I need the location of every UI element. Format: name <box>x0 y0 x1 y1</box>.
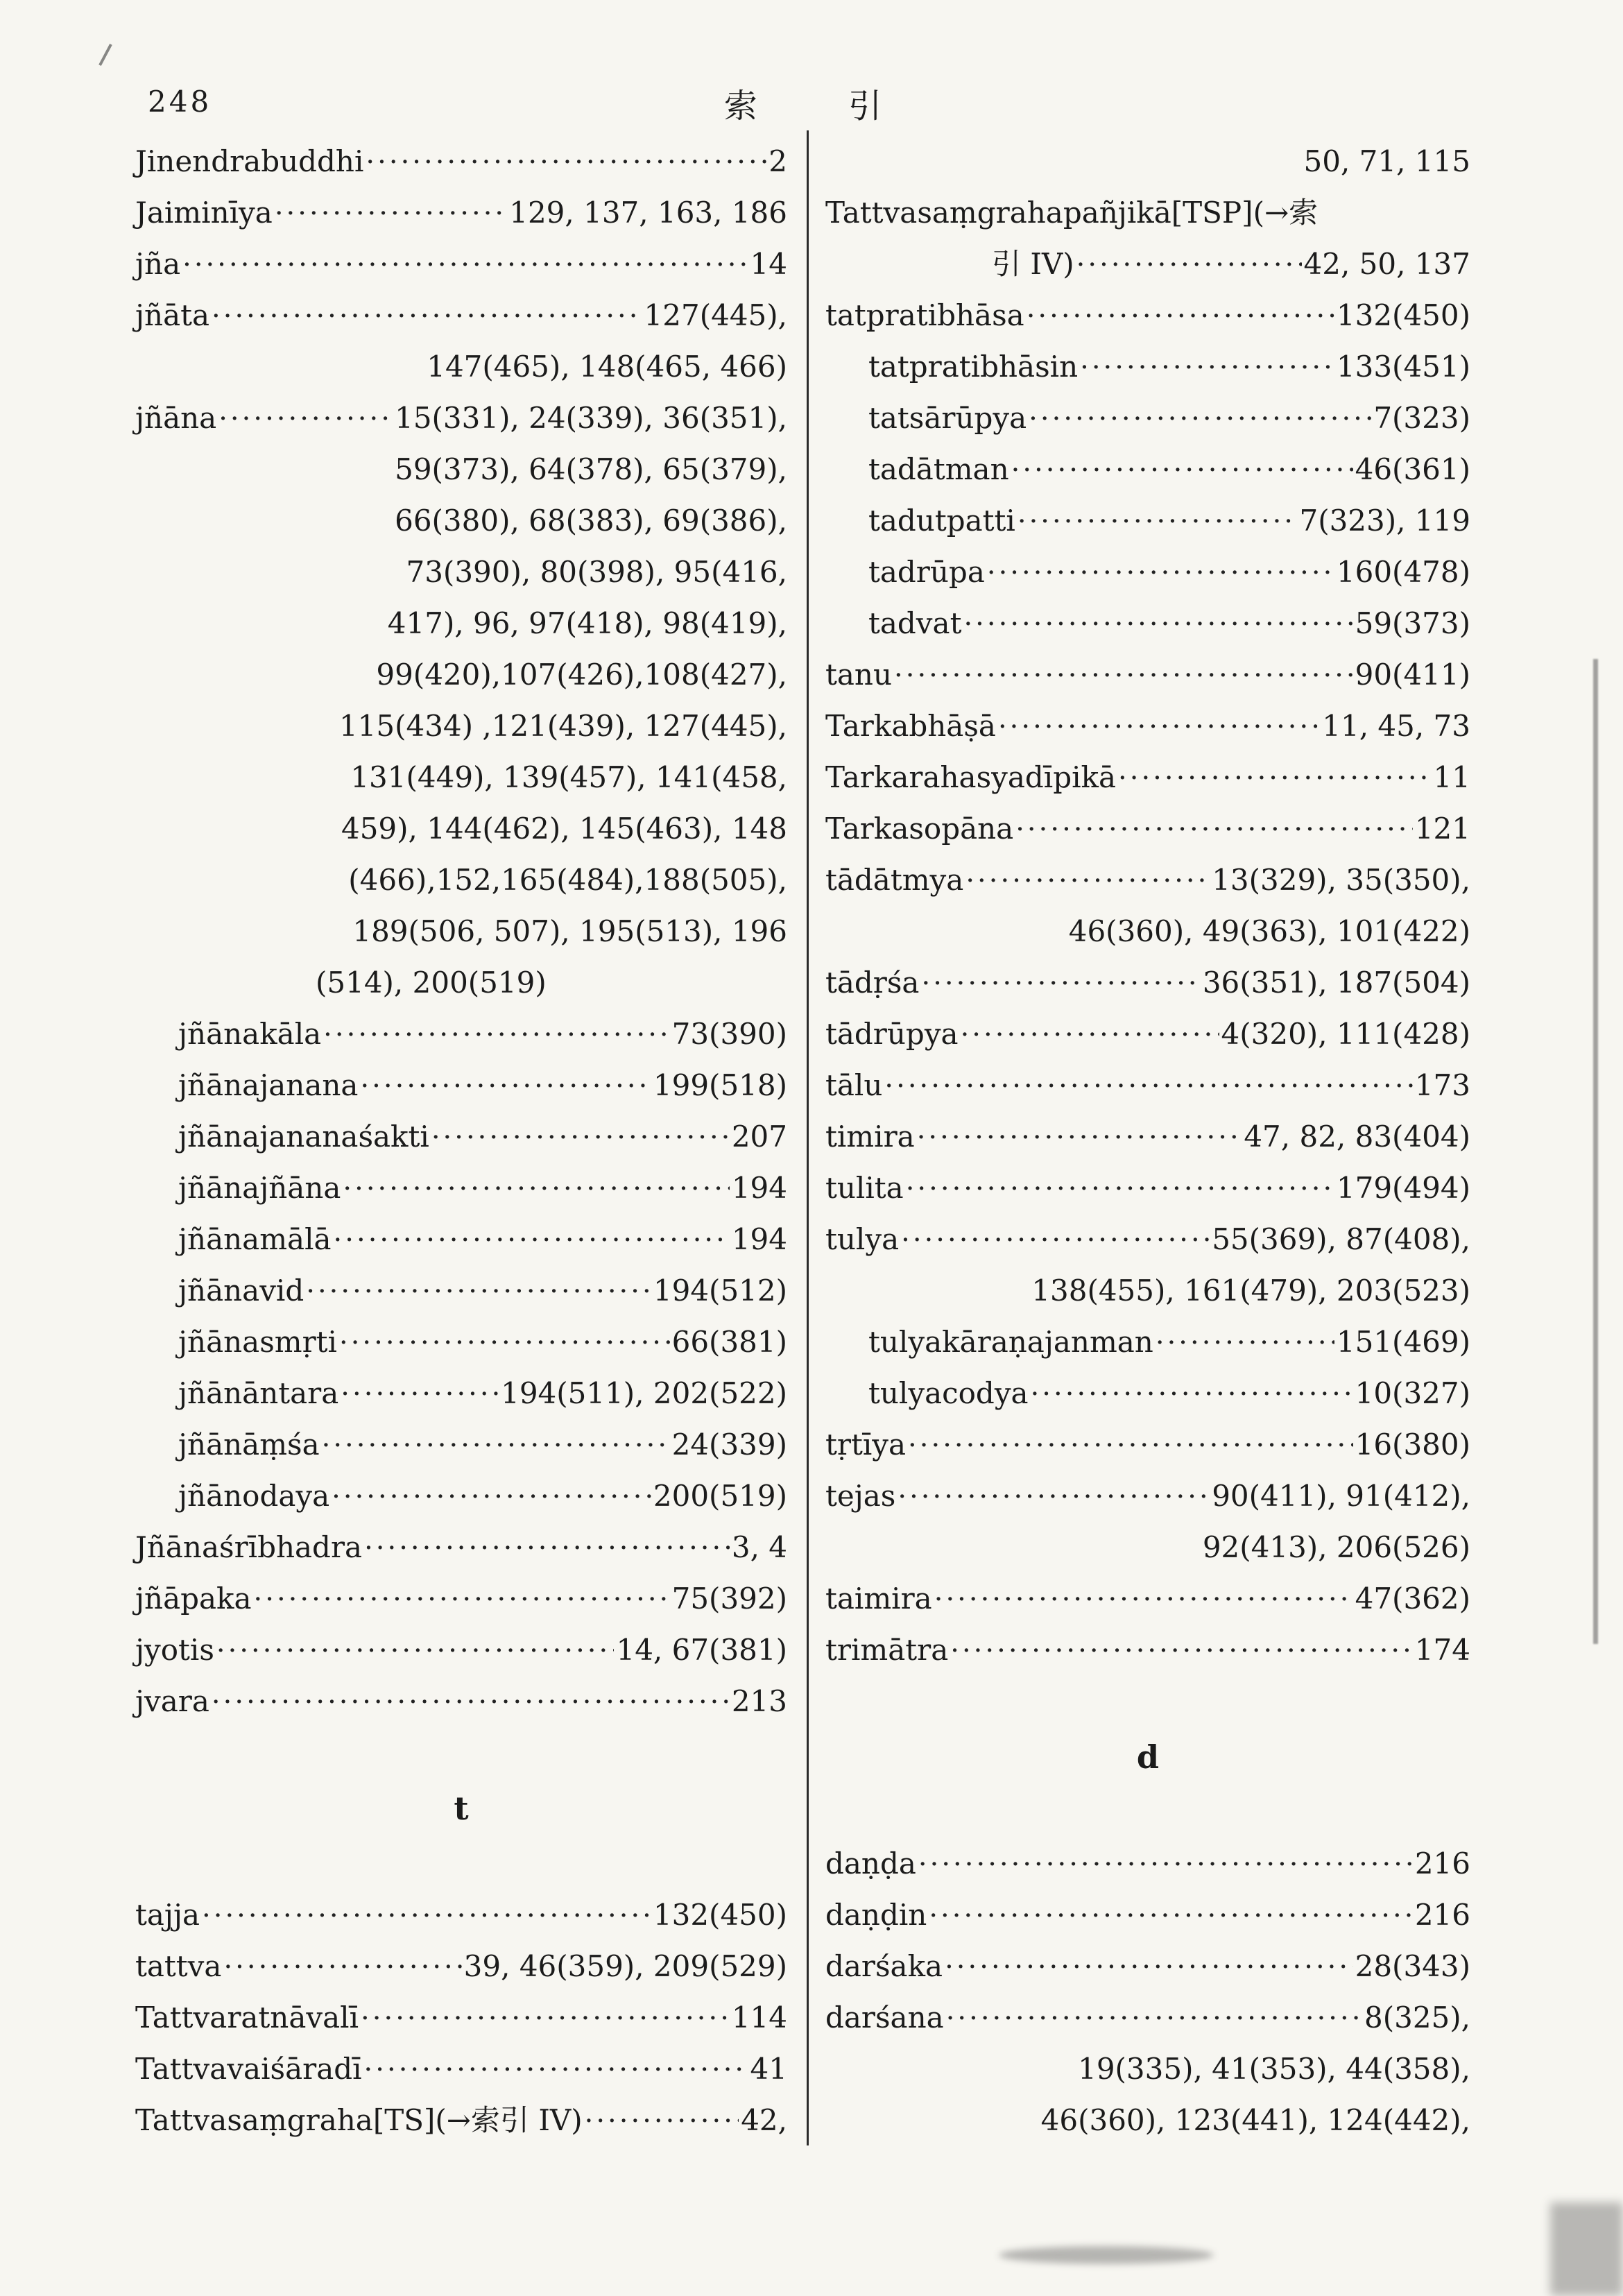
entry-pages: 200(519) <box>653 1479 787 1513</box>
entry-pages: 14 <box>750 247 787 281</box>
index-entry <box>135 1317 787 1368</box>
index-entry <box>135 1214 787 1265</box>
index-entry <box>825 187 1470 239</box>
dot-leader <box>334 1214 730 1266</box>
entry-term: tṛtīya <box>825 1428 907 1462</box>
index-entry <box>135 1890 787 1941</box>
scan-artifact-right-edge <box>1593 659 1598 1644</box>
index-entry <box>135 1676 787 1727</box>
entry-pages: 179(494) <box>1336 1171 1470 1205</box>
entry-continuation <box>135 495 787 547</box>
entry-term: jñānavid <box>178 1274 304 1308</box>
dot-leader <box>934 1573 1353 1625</box>
entry-term: tadutpatti <box>868 504 1015 538</box>
dot-leader <box>918 1838 1413 1890</box>
entry-pages: 121 <box>1414 812 1470 846</box>
index-entry <box>825 444 1470 495</box>
dot-leader <box>898 1471 1210 1523</box>
entry-pages: 173 <box>1414 1068 1470 1102</box>
entry-term: jñānāntara <box>178 1376 339 1410</box>
index-entry <box>825 239 1470 290</box>
entry-term: jyotis <box>135 1633 214 1667</box>
entry-term: jñāna <box>135 401 217 435</box>
entry-pages: 160(478) <box>1336 555 1470 589</box>
index-entry <box>825 803 1470 855</box>
entry-continuation <box>135 752 787 803</box>
entry-pages: 3, 4 <box>731 1530 787 1564</box>
continuation-pages: 66(380), 68(383), 69(386), <box>395 504 787 538</box>
entry-continuation <box>135 547 787 598</box>
continuation-pages: (514), 200(519) <box>316 966 547 1000</box>
entry-term: jñānajñāna <box>178 1171 341 1205</box>
entry-pages: 11 <box>1433 760 1470 794</box>
continuation-pages: (466),152,165(484),188(505), <box>348 863 787 897</box>
entry-pages: 127(445), <box>644 298 787 332</box>
entry-pages: 14, 67(381) <box>616 1633 787 1667</box>
index-entry <box>825 1368 1470 1419</box>
entry-term: Jaiminīya <box>135 196 273 230</box>
entry-continuation <box>825 906 1470 957</box>
continuation-pages: 73(390), 80(398), 95(416, <box>406 555 787 589</box>
index-entry <box>825 495 1470 547</box>
dot-leader <box>1015 803 1413 855</box>
entry-continuation <box>135 341 787 393</box>
section-heading-row <box>135 1783 787 1834</box>
entry-pages: 13(329), 35(350), <box>1212 863 1470 897</box>
entry-pages: 47(362) <box>1355 1582 1470 1616</box>
dot-leader <box>1011 444 1353 496</box>
entry-pages: 28(343) <box>1355 1949 1470 1983</box>
dot-leader <box>223 1941 461 1993</box>
entry-term: tatsārūpya <box>868 401 1027 435</box>
entry-term: jñāta <box>135 298 210 332</box>
entry-term: tadrūpa <box>868 555 985 589</box>
entry-continuation <box>825 2044 1470 2095</box>
continuation-pages: 19(335), 41(353), 44(358), <box>1078 2052 1470 2086</box>
entry-continuation <box>825 136 1470 187</box>
dot-leader <box>894 649 1353 701</box>
continuation-pages: 147(465), 148(465, 466) <box>427 350 787 384</box>
entry-pages: 129, 137, 163, 186 <box>509 196 787 230</box>
entry-term: tadātman <box>868 452 1009 486</box>
dot-leader <box>908 1419 1353 1471</box>
entry-pages: 194(511), 202(522) <box>501 1376 787 1410</box>
entry-term: tulya <box>825 1222 900 1256</box>
index-entry <box>825 957 1470 1009</box>
index-entry <box>135 1060 787 1111</box>
index-entry <box>825 752 1470 803</box>
index-entry <box>135 1992 787 2044</box>
entry-term: jñānajananaśakti <box>178 1120 429 1154</box>
index-entry <box>825 290 1470 341</box>
index-entry <box>825 393 1470 444</box>
dot-leader <box>1080 341 1334 393</box>
entry-term: Jñānaśrībhadra <box>135 1530 363 1564</box>
index-entry <box>825 1941 1470 1992</box>
continuation-pages: 459), 144(462), 145(463), 148 <box>341 812 787 846</box>
dot-leader <box>1017 495 1298 547</box>
entry-pages: 42, 50, 137 <box>1303 247 1470 281</box>
entry-pages: 4(320), 111(428) <box>1221 1017 1470 1051</box>
scan-artifact-bottom-smudge <box>999 2246 1214 2264</box>
continuation-pages: 189(506, 507), 195(513), 196 <box>352 914 787 948</box>
index-entry <box>135 2044 787 2095</box>
dot-leader <box>366 136 766 188</box>
entry-term: jñānodaya <box>178 1479 330 1513</box>
entry-pages: 42, <box>741 2103 787 2137</box>
dot-leader <box>360 1060 651 1112</box>
entry-pages: 213 <box>731 1684 787 1718</box>
dot-leader <box>212 290 642 342</box>
page-number: 248 <box>148 85 212 119</box>
index-entry <box>135 1573 787 1625</box>
entry-pages: 55(369), 87(408), <box>1212 1222 1470 1256</box>
index-entry <box>135 1009 787 1060</box>
index-entry <box>825 547 1470 598</box>
index-entry <box>825 1317 1470 1368</box>
dot-leader <box>332 1471 651 1523</box>
dot-leader <box>998 701 1320 753</box>
entry-term: trimātra <box>825 1633 949 1667</box>
entry-term: darśaka <box>825 1949 943 1983</box>
entry-continuation <box>135 701 787 752</box>
index-entry <box>825 1471 1470 1522</box>
entry-term: tattva <box>135 1949 222 1983</box>
dot-leader <box>339 1317 670 1369</box>
dot-leader <box>1031 1368 1353 1420</box>
entry-term: tajja <box>135 1898 200 1932</box>
entry-pages: 132(450) <box>1336 298 1470 332</box>
dot-leader <box>218 393 393 445</box>
entry-pages: 24(339) <box>671 1428 787 1462</box>
index-entry <box>135 393 787 444</box>
entry-pages: 194(512) <box>653 1274 787 1308</box>
entry-pages: 47, 82, 83(404) <box>1244 1120 1470 1154</box>
dot-leader <box>1156 1317 1334 1369</box>
dot-leader <box>1118 752 1432 804</box>
entry-term: tādṛśa <box>825 966 920 1000</box>
index-entry <box>135 239 787 290</box>
dot-leader <box>961 1009 1219 1061</box>
entry-term: jña <box>135 247 181 281</box>
dot-leader <box>901 1214 1210 1266</box>
index-entry <box>825 1214 1470 1265</box>
index-entry <box>135 1368 787 1419</box>
entry-continuation <box>825 1522 1470 1573</box>
entry-pages: 16(380) <box>1355 1428 1470 1462</box>
entry-pages: 8(325), <box>1364 2001 1470 2034</box>
continuation-pages: 59(373), 64(378), 65(379), <box>395 452 787 486</box>
entry-term: Tarkasopāna <box>825 812 1014 846</box>
entry-term: tejas <box>825 1479 896 1513</box>
entry-pages: 66(381) <box>671 1325 787 1359</box>
entry-pages: 174 <box>1414 1633 1470 1667</box>
index-entry <box>825 1060 1470 1111</box>
entry-pages: 10(327) <box>1355 1376 1470 1410</box>
index-entry <box>135 1419 787 1471</box>
entry-pages: 90(411) <box>1355 658 1470 692</box>
entry-term: daṇḍa <box>825 1847 916 1881</box>
index-entry <box>825 598 1470 649</box>
index-entry <box>135 1522 787 1573</box>
entry-term: tālu <box>825 1068 883 1102</box>
index-entry <box>825 1163 1470 1214</box>
entry-term: tadvat <box>868 606 962 640</box>
entry-continuation <box>825 1265 1470 1317</box>
continuation-pages: 115(434) ,121(439), 127(445), <box>338 709 787 743</box>
entry-pages: 39, 46(359), 209(529) <box>463 1949 787 1983</box>
entry-continuation <box>135 444 787 495</box>
dot-leader <box>306 1265 651 1317</box>
entry-continuation <box>135 598 787 649</box>
entry-term: jñānamālā <box>178 1222 332 1256</box>
continuation-pages: 50, 71, 115 <box>1303 144 1470 178</box>
dot-leader <box>585 2095 739 2147</box>
continuation-pages: 46(360), 123(441), 124(442), <box>1040 2103 1470 2137</box>
index-entry <box>825 649 1470 701</box>
entry-pages: 132(450) <box>653 1898 787 1932</box>
entry-pages: 216 <box>1414 1847 1470 1881</box>
continuation-pages: 131(449), 139(457), 141(458, <box>350 760 787 794</box>
entry-term: Tattvavaiśāradī <box>135 2052 362 2086</box>
entry-pages: 151(469) <box>1336 1325 1470 1359</box>
entry-term: tulyakāraṇajanman <box>868 1325 1153 1359</box>
index-entry <box>135 290 787 341</box>
continuation-pages: 46(360), 49(363), 101(422) <box>1068 914 1470 948</box>
entry-term: tādātmya <box>825 863 964 897</box>
entry-continuation <box>825 2095 1470 2146</box>
entry-pages: 133(451) <box>1336 350 1470 384</box>
entry-continuation <box>135 906 787 957</box>
entry-term: 引 IV) <box>992 247 1074 281</box>
dot-leader <box>1076 239 1302 291</box>
dot-leader <box>212 1676 730 1728</box>
dot-leader <box>275 187 507 239</box>
entry-continuation <box>135 803 787 855</box>
entry-term: jvara <box>135 1684 209 1718</box>
dot-leader <box>182 239 748 291</box>
page-title: 索 引 <box>723 87 922 126</box>
section-heading: d <box>1136 1738 1160 1776</box>
index-entry <box>825 1111 1470 1163</box>
continuation-pages: 417), 96, 97(418), 98(419), <box>387 606 787 640</box>
entry-continuation <box>135 855 787 906</box>
index-entry <box>135 1111 787 1163</box>
dot-leader <box>884 1060 1412 1112</box>
index-entry <box>135 2095 787 2146</box>
entry-pages: 90(411), 91(412), <box>1212 1479 1470 1513</box>
dot-leader <box>323 1009 669 1061</box>
dot-leader <box>216 1625 615 1677</box>
entry-term: timira <box>825 1120 915 1154</box>
entry-term: jñānāṃśa <box>178 1428 320 1462</box>
index-entry <box>825 341 1470 393</box>
entry-pages: 216 <box>1414 1898 1470 1932</box>
dot-leader <box>950 1625 1413 1677</box>
entry-pages: 73(390) <box>671 1017 787 1051</box>
dot-leader <box>341 1368 499 1420</box>
entry-term: jñānasmṛti <box>178 1325 337 1359</box>
entry-term: tatpratibhāsin <box>868 350 1079 384</box>
dot-leader <box>921 957 1200 1009</box>
index-entry <box>825 1009 1470 1060</box>
entry-term: Tattvasaṃgraha[TS](→索引 IV) <box>135 2103 583 2137</box>
entry-pages: 7(323) <box>1373 401 1470 435</box>
dot-leader <box>364 1522 730 1574</box>
index-entry <box>135 136 787 187</box>
index-entry <box>825 1573 1470 1625</box>
index-column-right <box>825 136 1470 2146</box>
entry-term: jñāpaka <box>135 1582 252 1616</box>
entry-pages: 75(392) <box>671 1582 787 1616</box>
index-entry <box>135 1625 787 1676</box>
index-entry <box>825 1890 1470 1941</box>
dot-leader <box>431 1111 730 1163</box>
index-entry <box>135 1471 787 1522</box>
entry-continuation <box>135 649 787 701</box>
continuation-pages: 92(413), 206(526) <box>1202 1530 1470 1564</box>
dot-leader <box>945 1941 1353 1993</box>
index-entry <box>825 701 1470 752</box>
scan-artifact-slash <box>98 44 112 66</box>
column-divider-rule <box>807 130 809 2145</box>
index-entry <box>135 1941 787 1992</box>
entry-pages: 59(373) <box>1355 606 1470 640</box>
entry-term: Tattvasaṃgrahapañjikā[TSP](→索 <box>825 196 1319 230</box>
entry-continuation <box>135 957 787 1009</box>
index-entry <box>825 855 1470 906</box>
section-heading: t <box>454 1790 469 1827</box>
entry-pages: 46(361) <box>1355 452 1470 486</box>
dot-leader <box>1029 393 1371 445</box>
dot-leader <box>254 1573 670 1625</box>
dot-leader <box>361 1992 730 2044</box>
index-entry <box>825 1992 1470 2044</box>
dot-leader <box>963 598 1352 650</box>
dot-leader <box>946 1992 1362 2044</box>
entry-pages: 199(518) <box>653 1068 787 1102</box>
entry-term: tulyacodya <box>868 1376 1029 1410</box>
entry-term: tādrūpya <box>825 1017 959 1051</box>
dot-leader <box>917 1111 1242 1163</box>
index-entry <box>825 1838 1470 1890</box>
index-entry <box>825 1419 1470 1471</box>
entry-term: jñānajanana <box>178 1068 359 1102</box>
entry-pages: 194 <box>731 1171 787 1205</box>
entry-pages: 36(351), 187(504) <box>1202 966 1470 1000</box>
entry-pages: 7(323), 119 <box>1299 504 1470 538</box>
entry-term: Tarkabhāṣā <box>825 709 996 743</box>
index-entry <box>825 1625 1470 1676</box>
index-entry <box>135 187 787 239</box>
index-column-left <box>135 136 787 2146</box>
dot-leader <box>906 1163 1334 1215</box>
entry-term: darśana <box>825 2001 944 2034</box>
continuation-pages: 99(420),107(426),108(427), <box>376 658 787 692</box>
dot-leader <box>322 1419 670 1471</box>
entry-pages: 15(331), 24(339), 36(351), <box>395 401 787 435</box>
dot-leader <box>1027 290 1334 342</box>
section-heading-row <box>825 1731 1470 1783</box>
entry-pages: 114 <box>731 2001 787 2034</box>
entry-term: tulita <box>825 1171 904 1205</box>
dot-leader <box>364 2044 748 2096</box>
entry-term: tatpratibhāsa <box>825 298 1024 332</box>
scan-artifact-corner-shadow <box>1550 2202 1623 2296</box>
dot-leader <box>929 1890 1412 1942</box>
entry-term: Tattvaratnāvalī <box>135 2001 359 2034</box>
dot-leader <box>965 855 1210 907</box>
entry-term: daṇḍin <box>825 1898 927 1932</box>
dot-leader <box>202 1890 651 1942</box>
entry-pages: 11, 45, 73 <box>1322 709 1470 743</box>
index-entry <box>135 1163 787 1214</box>
entry-term: taimira <box>825 1582 932 1616</box>
entry-term: jñānakāla <box>178 1017 322 1051</box>
entry-pages: 2 <box>768 144 787 178</box>
entry-pages: 41 <box>750 2052 787 2086</box>
dot-leader <box>987 547 1334 599</box>
entry-term: Jinendrabuddhi <box>135 144 364 178</box>
continuation-pages: 138(455), 161(479), 203(523) <box>1031 1274 1470 1308</box>
dot-leader <box>343 1163 729 1215</box>
entry-pages: 207 <box>731 1120 787 1154</box>
entry-term: Tarkarahasyadīpikā <box>825 760 1117 794</box>
entry-pages: 194 <box>731 1222 787 1256</box>
index-entry <box>135 1265 787 1317</box>
entry-term: tanu <box>825 658 893 692</box>
